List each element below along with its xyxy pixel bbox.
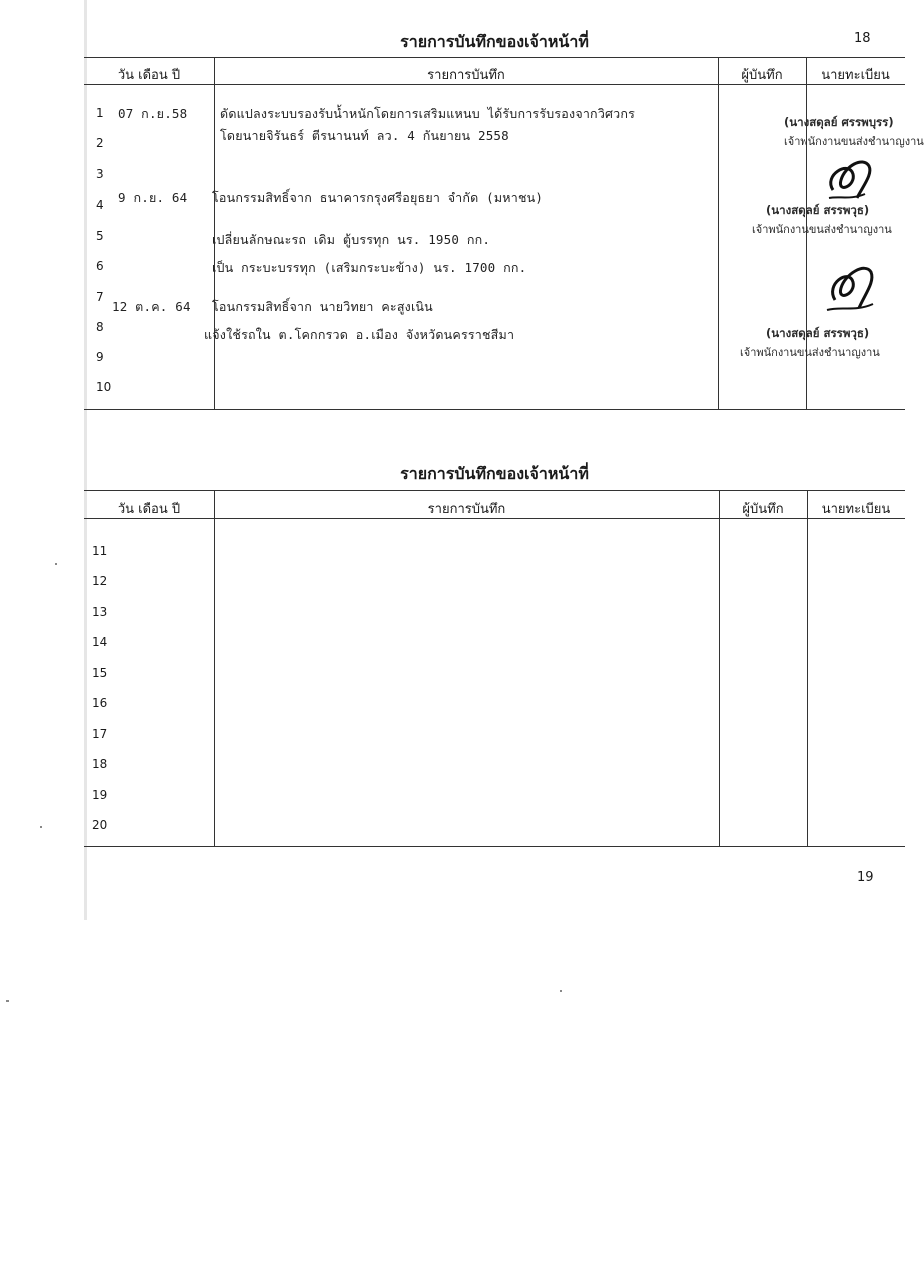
row-number: 3 — [96, 167, 104, 181]
entry-line: โดยนายจิรันธร์ ตีรนานนท์ ลว. 4 กันยายน 2558 — [220, 128, 509, 143]
stamp-title: เจ้าพนักงานขนส่งชำนาญงาน — [784, 135, 924, 148]
row-number: 15 — [92, 666, 108, 680]
scan-speck — [6, 1000, 9, 1002]
lower-section-title: รายการบันทึกของเจ้าหน้าที่ — [400, 464, 589, 483]
row-number: 17 — [92, 727, 108, 741]
header-recorder: ผู้บันทึก — [741, 68, 783, 83]
stamp-title: เจ้าพนักงานขนส่งชำนาญงาน — [752, 223, 892, 236]
column-divider — [718, 57, 719, 409]
official-stamp — [784, 114, 924, 150]
row-number: 16 — [92, 696, 108, 710]
header-recorder: ผู้บันทึก — [742, 502, 784, 517]
entry-line: โอนกรรมสิทธิ์จาก นายวิทยา คะสูงเนิน — [212, 299, 433, 314]
header-registrar: นายทะเบียน — [821, 502, 891, 517]
row-number: 10 — [96, 380, 112, 394]
column-divider — [719, 490, 720, 846]
scan-speck — [40, 826, 42, 828]
entry-line: โอนกรรมสิทธิ์จาก ธนาคารกรุงศรีอยุธยา จำกัด (มหาชน) — [212, 190, 544, 205]
column-divider — [807, 490, 808, 846]
entry-date: 07 ก.ย.58 — [118, 106, 188, 121]
row-number: 4 — [96, 198, 104, 212]
lower-record-section — [84, 462, 905, 850]
row-number: 2 — [96, 136, 104, 150]
row-number: 7 — [96, 290, 104, 304]
row-number: 1 — [96, 106, 104, 120]
stamp-name: (นางสดุลย์ ศรรพบุรร) — [784, 115, 894, 129]
header-date: วัน เดือน ปี — [117, 68, 181, 83]
table-bottom-rule — [84, 409, 905, 410]
stamp-title: เจ้าพนักงานขนส่งชำนาญงาน — [740, 346, 880, 359]
stamp-name: (นางสดุลย์ สรรพวุธ) — [766, 326, 870, 340]
row-number: 13 — [92, 605, 108, 619]
row-number: 11 — [92, 544, 108, 558]
row-number: 20 — [92, 818, 108, 832]
header-top-rule — [84, 57, 905, 58]
row-number: 18 — [92, 757, 108, 771]
upper-page-number: 18 — [854, 31, 871, 46]
row-number: 14 — [92, 635, 108, 649]
entry-date: 12 ต.ค. 64 — [112, 299, 191, 314]
row-number: 9 — [96, 350, 104, 364]
table-bottom-rule — [84, 846, 905, 847]
official-stamp — [740, 325, 880, 361]
scan-speck — [560, 990, 562, 992]
header-entry: รายการบันทึก — [427, 68, 505, 83]
entry-date: 9 ก.ย. 64 — [118, 190, 188, 205]
header-registrar: นายทะเบียน — [821, 68, 890, 83]
stamp-name: (นางสดุลย์ สรรพวุธ) — [766, 203, 870, 217]
entry-line: แจ้งใช้รถใน ต.โคกกรวด อ.เมือง จังหวัดนครราชสีมา — [204, 327, 515, 342]
header-date: วัน เดือน ปี — [117, 502, 181, 517]
scan-speck — [55, 563, 57, 565]
header-entry: รายการบันทึก — [427, 502, 506, 517]
official-stamp — [752, 202, 892, 238]
upper-record-section — [84, 22, 924, 414]
column-divider — [214, 490, 215, 846]
row-number: 5 — [96, 229, 104, 243]
handwritten-signature — [819, 254, 881, 316]
entry-line: ดัดแปลงระบบรองรับน้ำหนักโดยการเสริมแหนบ ได้รับการรับรองจากวิศวกร — [220, 106, 636, 121]
row-number: 12 — [92, 574, 108, 588]
entry-line: เป็น กระบะบรรทุก (เสริมกระบะข้าง) นร. 1700 กก. — [212, 260, 527, 275]
handwritten-signature — [819, 150, 879, 205]
row-number: 19 — [92, 788, 108, 802]
header-top-rule — [84, 490, 905, 491]
row-number: 8 — [96, 320, 104, 334]
upper-section-title: รายการบันทึกของเจ้าหน้าที่ — [400, 32, 589, 51]
row-number: 6 — [96, 259, 104, 273]
lower-page-number: 19 — [857, 870, 874, 885]
entry-line: เปลี่ยนลักษณะรถ เดิม ตู้บรรทุก นร. 1950 กก. — [212, 232, 491, 247]
